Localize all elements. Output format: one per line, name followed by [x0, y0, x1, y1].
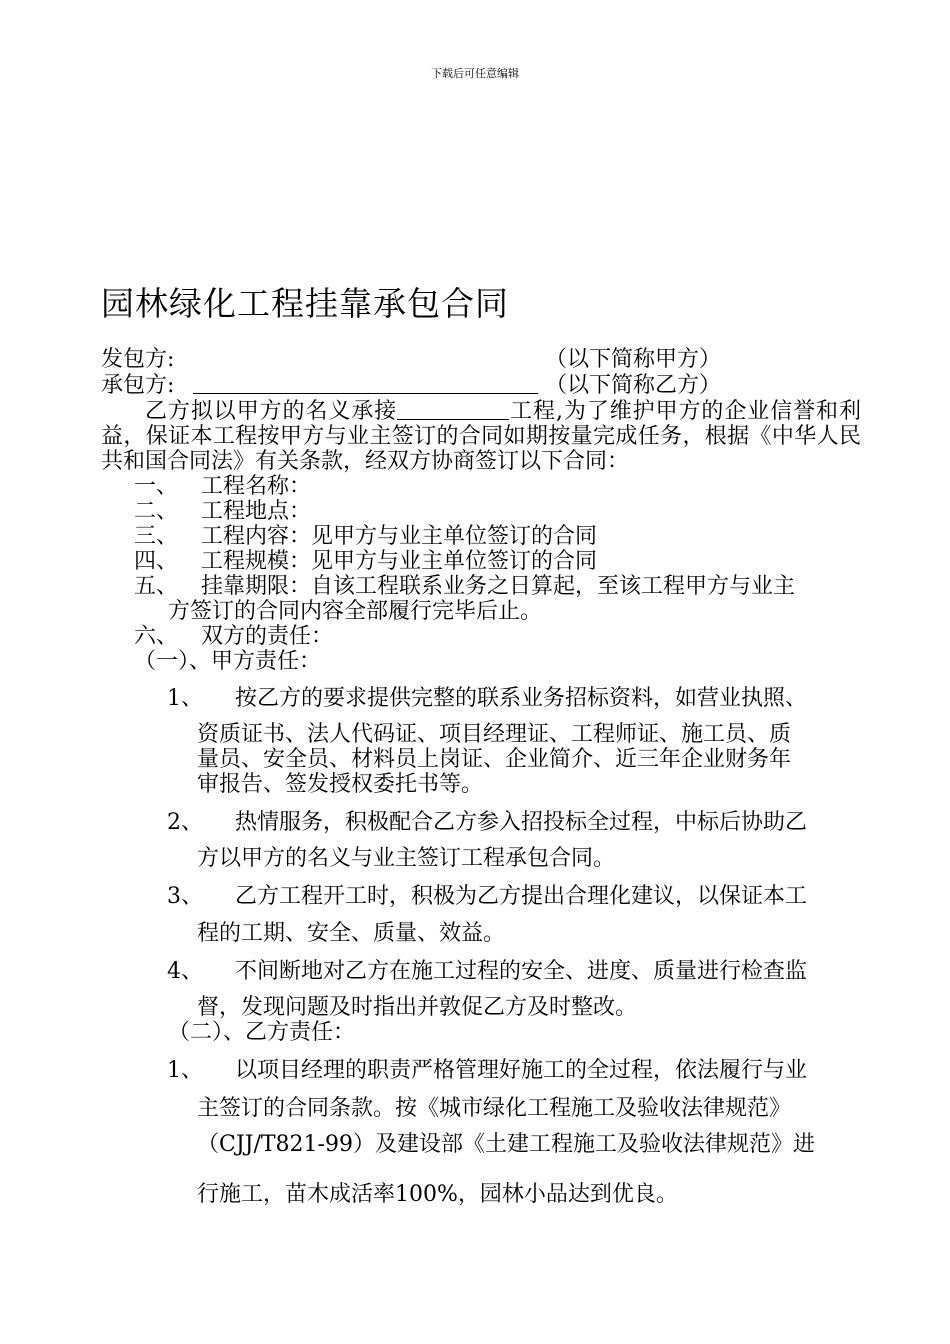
clause-5-continuation: 方签订的合同内容全部履行完毕后止。: [168, 599, 543, 624]
clause-5-text: 挂靠期限：自该工程联系业务之日算起，至该工程甲方与业主: [201, 574, 796, 599]
clause-3-text: 工程内容：见甲方与业主单位签订的合同: [201, 524, 598, 549]
a-item-4-line1: 不间断地对乙方在施工过程的安全、进度、质量进行检查监: [235, 959, 808, 984]
b-item-1-line3: （CJJ/T821-99）及建设部《土建工程施工及验收法律规范》进: [197, 1132, 815, 1157]
section-a-heading: （一）、甲方责任：: [134, 649, 322, 674]
clause-4-number: 四、: [134, 549, 179, 574]
a-item-1-line4: 审报告、签发授权委托书等。: [197, 772, 484, 797]
clause-5-number: 五、: [134, 574, 179, 599]
party-b-note: （以下简称乙方）: [545, 373, 722, 398]
a-item-3-number: 3、: [167, 884, 203, 909]
b-item-1-line1: 以项目经理的职责严格管理好施工的全过程，依法履行与业: [235, 1058, 808, 1083]
b-item-1-number: 1、: [167, 1058, 203, 1083]
clause-4-text: 工程规模：见甲方与业主单位签订的合同: [201, 549, 598, 574]
intro-part1: 乙方拟以甲方的名义承接: [145, 399, 398, 424]
party-a-note: （以下简称甲方）: [545, 347, 722, 372]
clause-1-number: 一、: [134, 474, 179, 499]
party-b-label: 承包方:: [101, 373, 175, 398]
a-item-2-line1: 热情服务，积极配合乙方参入招投标全过程，中标后协助乙: [235, 810, 808, 835]
clause-6-number: 六、: [134, 624, 179, 649]
a-item-1-line3: 量员、安全员、材料员上岗证、企业简介、近三年企业财务年: [197, 747, 792, 772]
party-b-blank: [193, 373, 538, 398]
a-item-3-line1: 乙方工程开工时，积极为乙方提出合理化建议，以保证本工: [235, 884, 808, 909]
b-item-1-line4: 行施工，苗木成活率100%，园林小品达到优良。: [197, 1182, 678, 1207]
section-b-heading: （二）、乙方责任：: [168, 1020, 356, 1045]
a-item-1-line2: 资质证书、法人代码证、项目经理证、工程师证、施工员、质: [197, 722, 792, 747]
project-name-blank: [397, 399, 509, 420]
a-item-4-line2: 督，发现问题及时指出并敦促乙方及时整改。: [197, 995, 638, 1020]
intro-part2: 工程,为了维护甲方的企业信誉和利益，保证本工程按甲方与业主签订的合同如期按量完成任务，根据《中华人民共和国合同法》有关条款，经双方协商签订以下合同：: [101, 399, 861, 474]
clause-6-text: 双方的责任：: [201, 624, 334, 649]
page-header-note: 下载后可任意编辑: [431, 67, 519, 80]
a-item-4-number: 4、: [167, 959, 203, 984]
clause-1-text: 工程名称：: [201, 474, 312, 499]
clause-2-text: 工程地点：: [201, 499, 312, 524]
a-item-1-line1: 按乙方的要求提供完整的联系业务招标资料，如营业执照、: [235, 686, 808, 711]
a-item-2-number: 2、: [167, 810, 203, 835]
clause-2-number: 二、: [134, 499, 179, 524]
intro-paragraph: [101, 399, 861, 474]
a-item-3-line2: 程的工期、安全、质量、效益。: [197, 921, 506, 946]
clause-3-number: 三、: [134, 524, 179, 549]
a-item-1-number: 1、: [167, 686, 203, 711]
document-title: 园林绿化工程挂靠承包合同: [101, 284, 509, 323]
party-a-label: 发包方:: [101, 347, 175, 372]
b-item-1-line2: 主签订的合同条款。按《城市绿化工程施工及验收法律规范》: [197, 1096, 792, 1121]
a-item-2-line2: 方以甲方的名义与业主签订工程承包合同。: [197, 846, 616, 871]
